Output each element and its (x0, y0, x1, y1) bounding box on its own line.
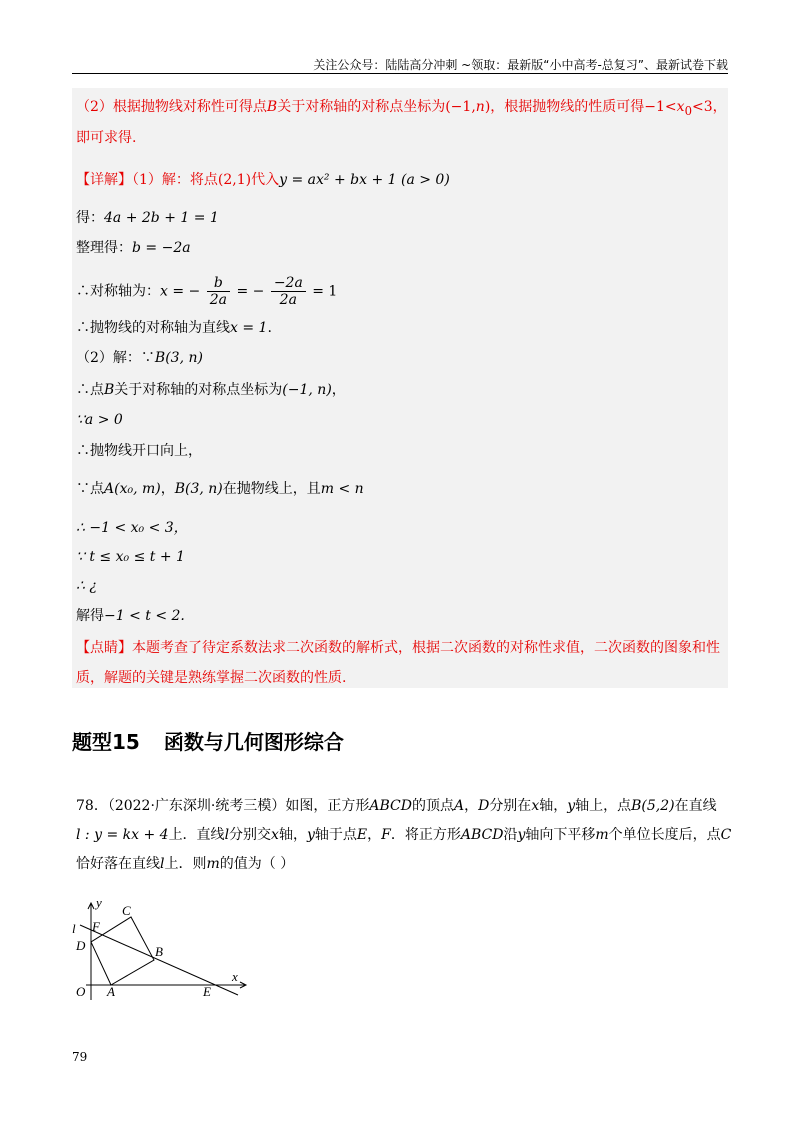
label-l: l (72, 921, 76, 936)
comment-line-2: 质，解题的关键是熟练掌握二次函数的性质. (76, 670, 347, 686)
detail-line-1: 【详解】（1）解：将点(2,1)代入y = ax² + bx + 1 (a > 0) (76, 172, 450, 188)
analysis-line-1: （2）根据抛物线对称性可得点B关于对称轴的对称点坐标为(−1,n)，根据抛物线的性质可得$-1<x_0<3$， (76, 99, 727, 118)
comment-line-1: 【点睛】本题考查了待定系数法求二次函数的解析式，根据二次函数的对称性求值，二次函数的图象和性 (76, 640, 720, 656)
label-y: y (96, 895, 102, 910)
detail-line-axis-result: ∴抛物线的对称轴为直线x = 1. (76, 320, 272, 336)
label-a: A (107, 984, 115, 999)
label-c: C (122, 903, 131, 918)
fraction-1: $\frac{b}{2a}$ (207, 275, 230, 308)
detail-line-result: 解得−1 < t < 2. (76, 608, 185, 624)
question-line-1: 78．（2022·广东深圳·统考三模）如图，正方形ABCD的顶点A，D分别在x轴，y轴上，点B(5,2)在直线 (76, 798, 717, 814)
label-b: B (155, 944, 163, 959)
question-line-3: 恰好落在直线l上．则m的值为（ ） (76, 856, 295, 872)
detail-line-symmetric: ∴点B关于对称轴的对称点坐标为(−1, n)， (76, 382, 346, 398)
detail-line-get: 得：4a + 2b + 1 = 1 (76, 210, 219, 226)
section-title: 题型15 函数与几何图形综合 (72, 730, 344, 754)
label-d: D (76, 938, 86, 953)
question-line-2: l : y = kx + 4上．直线l分别交x轴，y轴于点E，F．将正方形ABCD沿y轴向下平移m个单位长度后，点C (76, 827, 732, 843)
analysis-line-2: 即可求得. (76, 130, 137, 146)
detail-line-points: ∵点A(x₀, m)，B(3, n)在抛物线上，且m < n (76, 481, 364, 497)
label-f: F (92, 919, 100, 934)
detail-line-range-1: ∴ −1 < x₀ < 3， (76, 520, 188, 536)
geometry-diagram (66, 895, 256, 1010)
header-rule (72, 73, 728, 74)
detail-line-open-up: ∴抛物线开口向上， (76, 443, 202, 459)
page-number: 79 (72, 1050, 88, 1064)
detail-line-a-positive: ∵a > 0 (76, 412, 123, 428)
fraction-2: $\frac{-2a}{2a}$ (271, 275, 306, 308)
label-e: E (203, 984, 211, 999)
square-abcd (91, 917, 154, 985)
detail-line-axis: ∴对称轴为：x = − $\frac{b}{2a}$ = − $\frac{-2a}{2a}$ = 1 (76, 275, 338, 308)
comment-tag: 【点睛】 (76, 640, 132, 656)
detail-line-simplify: 整理得：b = −2a (76, 240, 191, 256)
detail-tag: 【详解】 (76, 172, 132, 188)
detail-line-therefore: ∴ ¿ (76, 578, 97, 594)
label-x: x (232, 969, 238, 984)
detail-line-part2: （2）解：∵B(3, n) (76, 350, 203, 366)
page-header: 关注公众号：陆陆高分冲刺 ~领取：最新版“小中高考-总复习”、最新试卷下载 (313, 58, 728, 72)
label-o: O (76, 984, 86, 999)
detail-line-range-2: ∵ t ≤ x₀ ≤ t + 1 (76, 549, 185, 565)
